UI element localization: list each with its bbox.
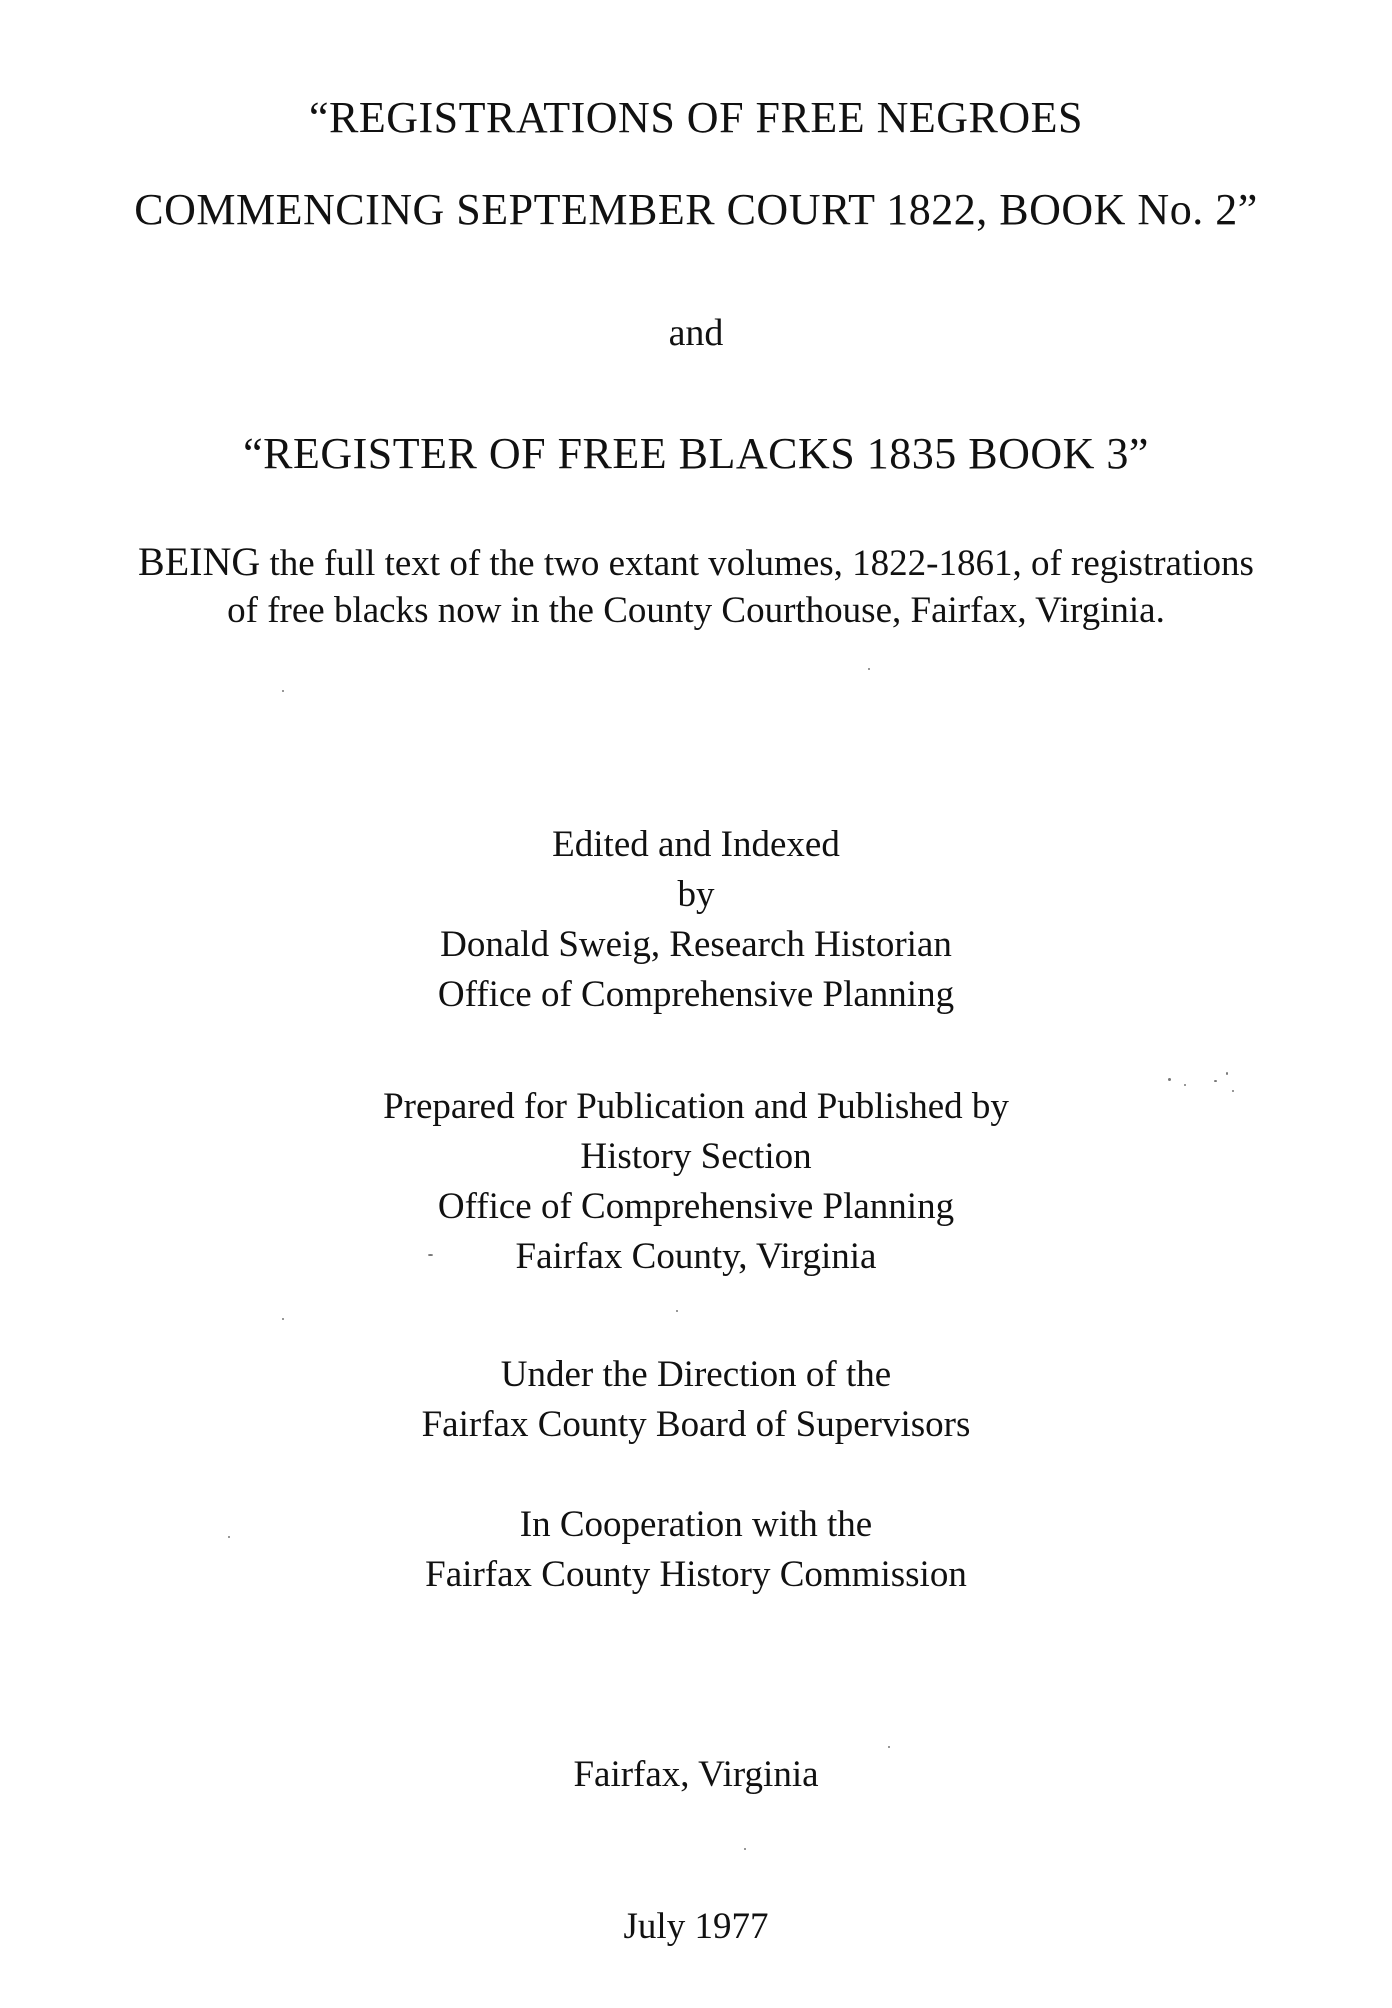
description-line-1-rest: the full text of the two extant volumes, 1822-1861, of registrations [260, 543, 1254, 584]
scan-speck [744, 1848, 746, 1850]
publisher-line-1: Prepared for Publication and Published by [383, 1086, 1009, 1127]
publication-date: July 1977 [623, 1906, 769, 1947]
description-line-2: of free blacks now in the County Courthouse, Fairfax, Virginia. [227, 590, 1165, 631]
direction-line-1: Under the Direction of the [500, 1354, 892, 1395]
scan-speck [868, 668, 870, 670]
publisher-line-2: History Section [580, 1136, 812, 1177]
title-line-1: “REGISTRATIONS OF FREE NEGROES [308, 93, 1084, 142]
scan-speck [676, 1310, 678, 1312]
scan-speck [1226, 1072, 1228, 1075]
editor-line-4: Office of Comprehensive Planning [437, 974, 955, 1015]
scan-speck [228, 1536, 230, 1538]
scan-speck [282, 690, 284, 692]
description-line-1 [0, 539, 1392, 584]
scan-speck [1168, 1078, 1171, 1081]
editor-line-1: Edited and Indexed [552, 824, 840, 865]
cooperation-line-2: Fairfax County History Commission [425, 1554, 967, 1595]
scan-speck [428, 1254, 433, 1256]
description-lead: BEING [138, 539, 261, 584]
editor-line-3: Donald Sweig, Research Historian [440, 924, 952, 965]
scan-speck [282, 1318, 284, 1320]
title-conjunction: and [668, 312, 724, 354]
publisher-line-3: Office of Comprehensive Planning [437, 1186, 955, 1227]
publisher-line-4: Fairfax County, Virginia [515, 1236, 877, 1277]
direction-line-2: Fairfax County Board of Supervisors [421, 1404, 971, 1445]
scan-speck [1232, 1090, 1234, 1092]
title-line-3: “REGISTER OF FREE BLACKS 1835 BOOK 3” [243, 429, 1149, 478]
scan-speck [888, 1746, 890, 1748]
scan-speck [1214, 1080, 1217, 1082]
editor-line-2: by [677, 874, 715, 915]
publication-place: Fairfax, Virginia [573, 1754, 819, 1795]
scan-speck [1184, 1084, 1186, 1086]
cooperation-line-1: In Cooperation with the [519, 1504, 873, 1545]
title-line-2: COMMENCING SEPTEMBER COURT 1822, BOOK No. 2” [134, 185, 1258, 234]
